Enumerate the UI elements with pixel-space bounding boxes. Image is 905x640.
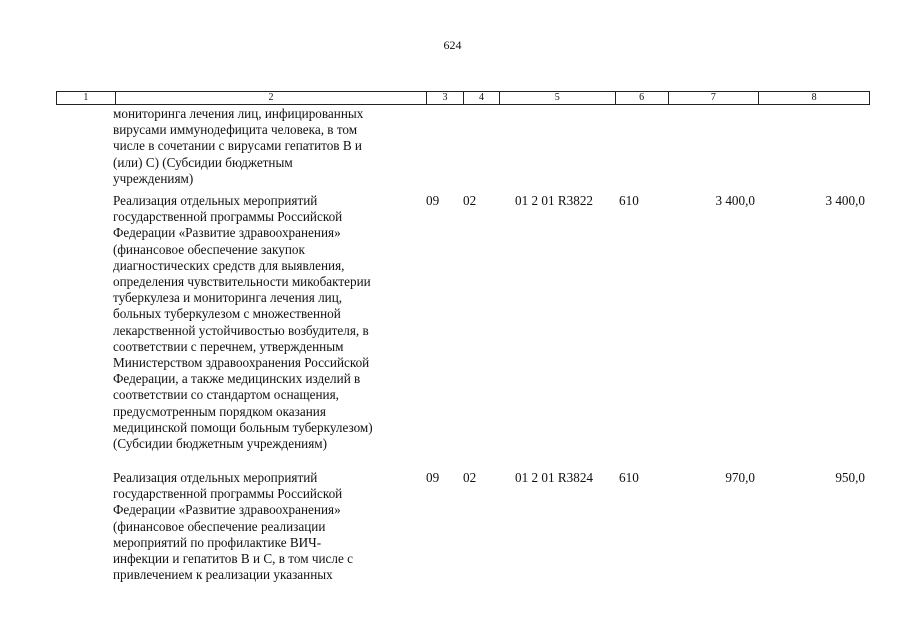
column-header-3: 3 xyxy=(426,92,463,104)
row-section: 09 xyxy=(426,470,440,485)
row-section: 09 xyxy=(426,193,440,208)
column-header-6: 6 xyxy=(615,92,668,104)
table-header-row xyxy=(56,91,870,105)
row-description: Реализация отдельных мероприятий государственной программы Российской Федерации «Развитие здравоохранения» (финансовое обеспечение реализации мероприятий по профилактике ВИЧ- инфекции и гепатитов В и С, в том числе с привлечением к реализации указанных xyxy=(113,470,353,583)
column-header-1: 1 xyxy=(83,92,89,103)
row-amount-col8: 3 400,0 xyxy=(825,193,865,208)
column-header-5: 5 xyxy=(499,92,615,104)
continuation-description: мониторинга лечения лиц, инфицированных вирусами иммунодефицита человека, в том числе в сочетании с вирусами гепатитов В и (или) С) (Субсидии бюджетным учреждениям) xyxy=(113,106,364,186)
row-amount-col7: 970,0 xyxy=(725,470,755,485)
row-amount-col7: 3 400,0 xyxy=(715,193,755,208)
row-target-article: 01 2 01 R3822 xyxy=(515,193,594,208)
row-target-article: 01 2 01 R3824 xyxy=(515,470,594,485)
row-amount-col8: 950,0 xyxy=(835,470,865,485)
row-expense-type: 610 xyxy=(619,470,639,485)
row-expense-type: 610 xyxy=(619,193,639,208)
row-subsection: 02 xyxy=(463,193,477,208)
column-header-7: 7 xyxy=(668,92,759,104)
row-description: Реализация отдельных мероприятий государственной программы Российской Федерации «Развитие здравоохранения» (финансовое обеспечение закупок диагностических средств для выявления, определения чувствительности микобактерии туберкулеза и мониторинга лечения лиц, больных туберкулезом с множественной лекарственной устойчивостью возбудителя, в соответствии с перечнем, утвержденным Министерством здравоохранения Российской Федерации, а также медицинских изделий в соответствии со стандартом оснащения, предусмотренным порядком оказания медицинской помощи больным туберкулезом) (Субсидии бюджетным учреждениям) xyxy=(113,193,373,452)
page-number: 624 xyxy=(443,38,462,52)
row-subsection: 02 xyxy=(463,470,477,485)
column-header-8: 8 xyxy=(758,92,869,104)
column-header-2: 2 xyxy=(115,92,426,104)
column-header-4: 4 xyxy=(463,92,499,104)
